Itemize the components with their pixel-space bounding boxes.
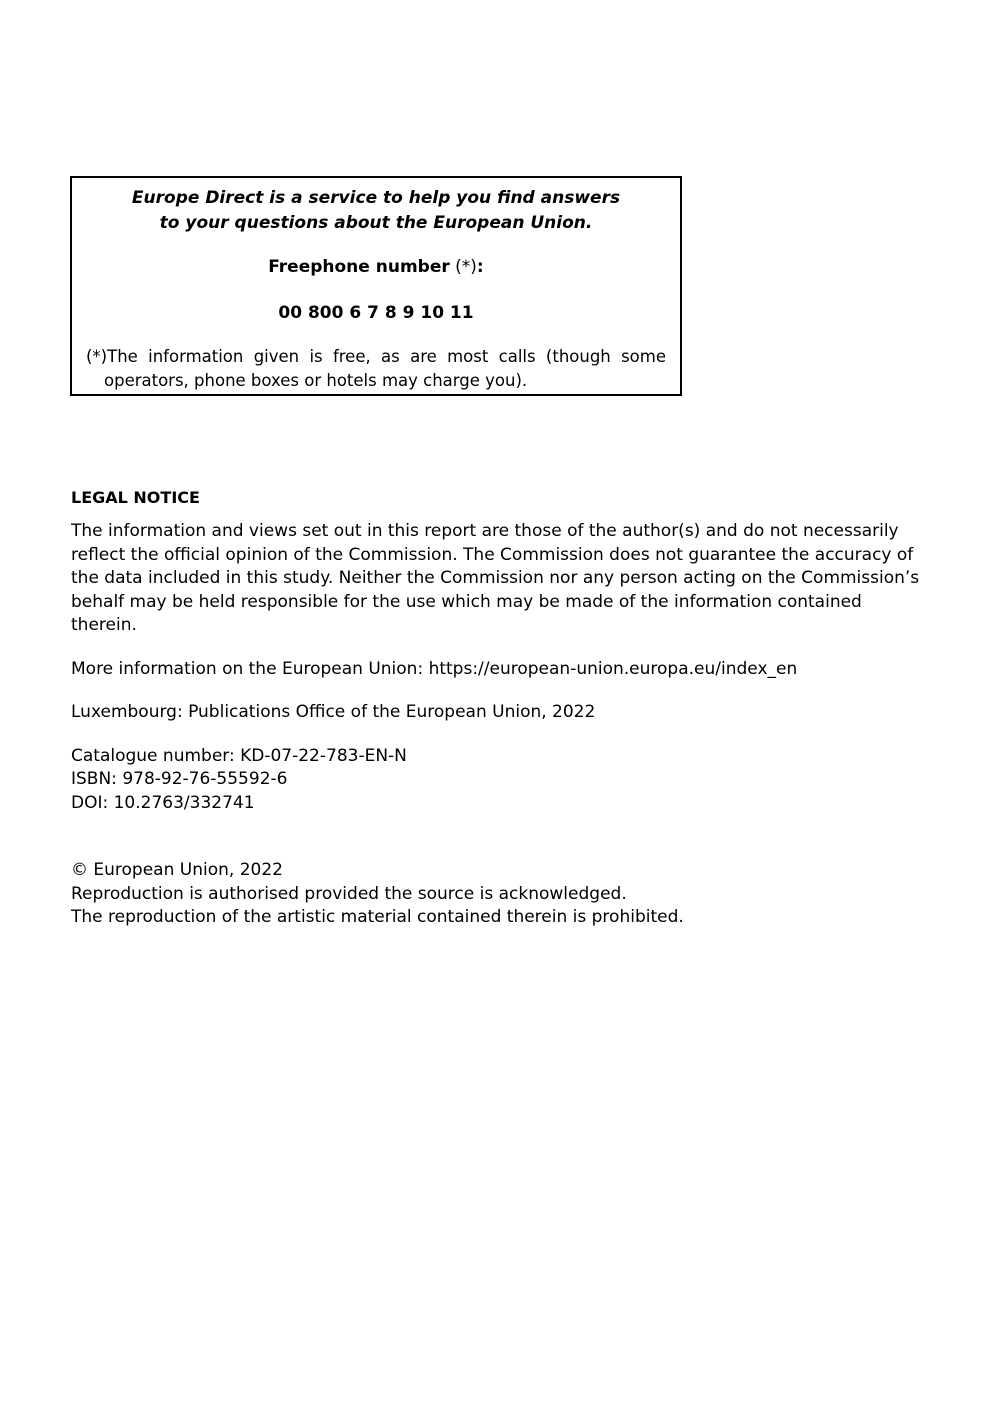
catalogue-number: Catalogue number: KD-07-22-783-EN-N	[71, 745, 407, 766]
artistic-material-line: The reproduction of the artistic material contained therein is prohibited.	[71, 907, 684, 927]
reproduction-line: Reproduction is authorised provided the source is acknowledged.	[71, 883, 627, 904]
freephone-line	[86, 256, 666, 278]
freephone-number: 00 800 6 7 8 9 10 11	[278, 303, 474, 323]
europe-direct-box	[70, 176, 682, 396]
copyright-block	[71, 859, 921, 930]
legal-notice-body: The information and views set out in this report are those of the author(s) and do not necessarily reflect the official opinion of the Commission. The Commission does not guarantee the accuracy of the data included in this study. Neither the Commission nor any person acting on the Commission’s behalf may be held responsible for the use which may be made of the information contained therein.	[71, 521, 920, 635]
freephone-label: Freephone number	[268, 257, 450, 277]
freephone-footnote: (*)The information given is free, as are most calls (though some operators, phone boxes or hotels may charge you).	[86, 347, 666, 390]
freephone-colon: :	[476, 257, 484, 277]
isbn-number: ISBN: 978-92-76-55592-6	[71, 769, 288, 789]
legal-notice-section	[71, 487, 921, 930]
freephone-marker: (*)	[449, 257, 477, 277]
europe-direct-heading	[86, 186, 666, 236]
europe-direct-heading-line-1: Europe Direct is a service to help you find answers	[131, 188, 621, 208]
more-info-line: More information on the European Union: https://european-union.europa.eu/index_en	[71, 658, 798, 679]
copyright-line: © European Union, 2022	[71, 860, 283, 880]
europe-direct-heading-line-2: to your questions about the European Union.	[159, 213, 593, 233]
catalogue-block	[71, 745, 921, 816]
doi-number: DOI: 10.2763/332741	[71, 792, 255, 813]
legal-notice-title: LEGAL NOTICE	[71, 488, 200, 507]
publisher-line: Luxembourg: Publications Office of the European Union, 2022	[71, 702, 596, 722]
